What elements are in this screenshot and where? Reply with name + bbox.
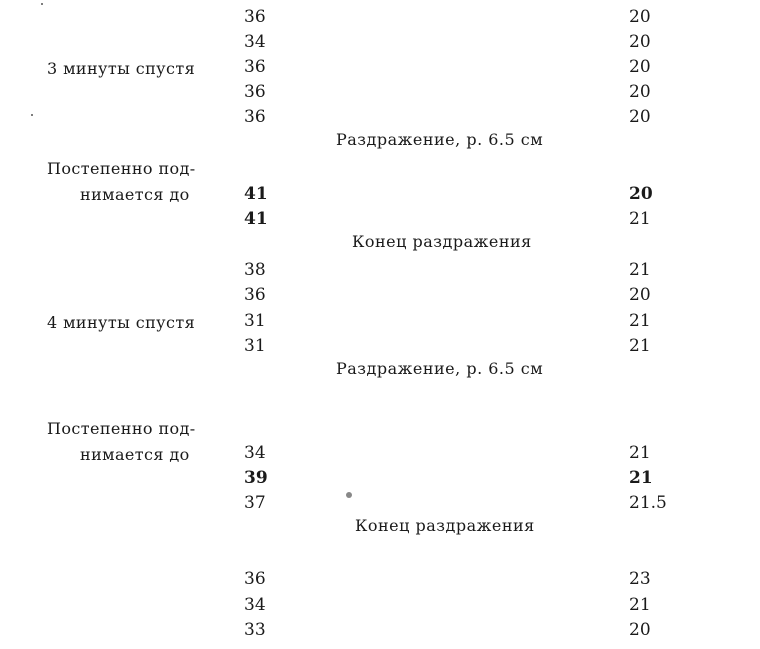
- left-value: 36: [244, 107, 266, 127]
- left-value: 41: [244, 184, 268, 204]
- right-value: 20: [629, 32, 651, 52]
- scan-speck: [346, 492, 352, 498]
- right-value: 20: [629, 285, 651, 305]
- right-value: 21: [629, 443, 651, 463]
- right-value: 20: [629, 82, 651, 102]
- left-value: 41: [244, 209, 268, 229]
- right-value: 23: [629, 569, 651, 589]
- right-value: 21: [629, 209, 651, 229]
- left-value: 36: [244, 285, 266, 305]
- left-value: 34: [244, 443, 266, 463]
- stimulation-heading: Раздражение, р. 6.5 см: [336, 359, 544, 378]
- left-value: 36: [244, 7, 266, 27]
- right-value: 21: [629, 468, 653, 488]
- left-value: 31: [244, 311, 266, 331]
- gradually-rises-label-line1: Постепенно под-: [47, 419, 196, 438]
- right-value: 20: [629, 107, 651, 127]
- left-value: 34: [244, 595, 266, 615]
- end-of-stimulation-heading: Конец раздражения: [355, 516, 535, 535]
- left-value: 36: [244, 569, 266, 589]
- scan-speck: [41, 3, 43, 5]
- left-value: 31: [244, 336, 266, 356]
- right-value: 20: [629, 184, 653, 204]
- left-value: 36: [244, 82, 266, 102]
- left-value: 38: [244, 260, 266, 280]
- right-value: 20: [629, 7, 651, 27]
- stimulation-heading: Раздражение, р. 6.5 см: [336, 130, 544, 149]
- right-value: 21: [629, 595, 651, 615]
- four-minutes-later-label: 4 минуты спустя: [47, 313, 196, 332]
- right-value: 21: [629, 260, 651, 280]
- left-value: 39: [244, 468, 268, 488]
- three-minutes-later-label: 3 минуты спустя: [47, 59, 196, 78]
- end-of-stimulation-heading: Конец раздражения: [352, 232, 532, 251]
- right-value: 21: [629, 311, 651, 331]
- left-value: 33: [244, 620, 266, 640]
- left-value: 36: [244, 57, 266, 77]
- right-value: 21: [629, 336, 651, 356]
- gradually-rises-label-line2: нимается до: [80, 185, 190, 204]
- right-value: 21.5: [629, 493, 667, 513]
- gradually-rises-label-line1: Постепенно под-: [47, 159, 196, 178]
- left-value: 37: [244, 493, 266, 513]
- scan-speck: [31, 114, 33, 116]
- right-value: 20: [629, 57, 651, 77]
- right-value: 20: [629, 620, 651, 640]
- gradually-rises-label-line2: нимается до: [80, 445, 190, 464]
- left-value: 34: [244, 32, 266, 52]
